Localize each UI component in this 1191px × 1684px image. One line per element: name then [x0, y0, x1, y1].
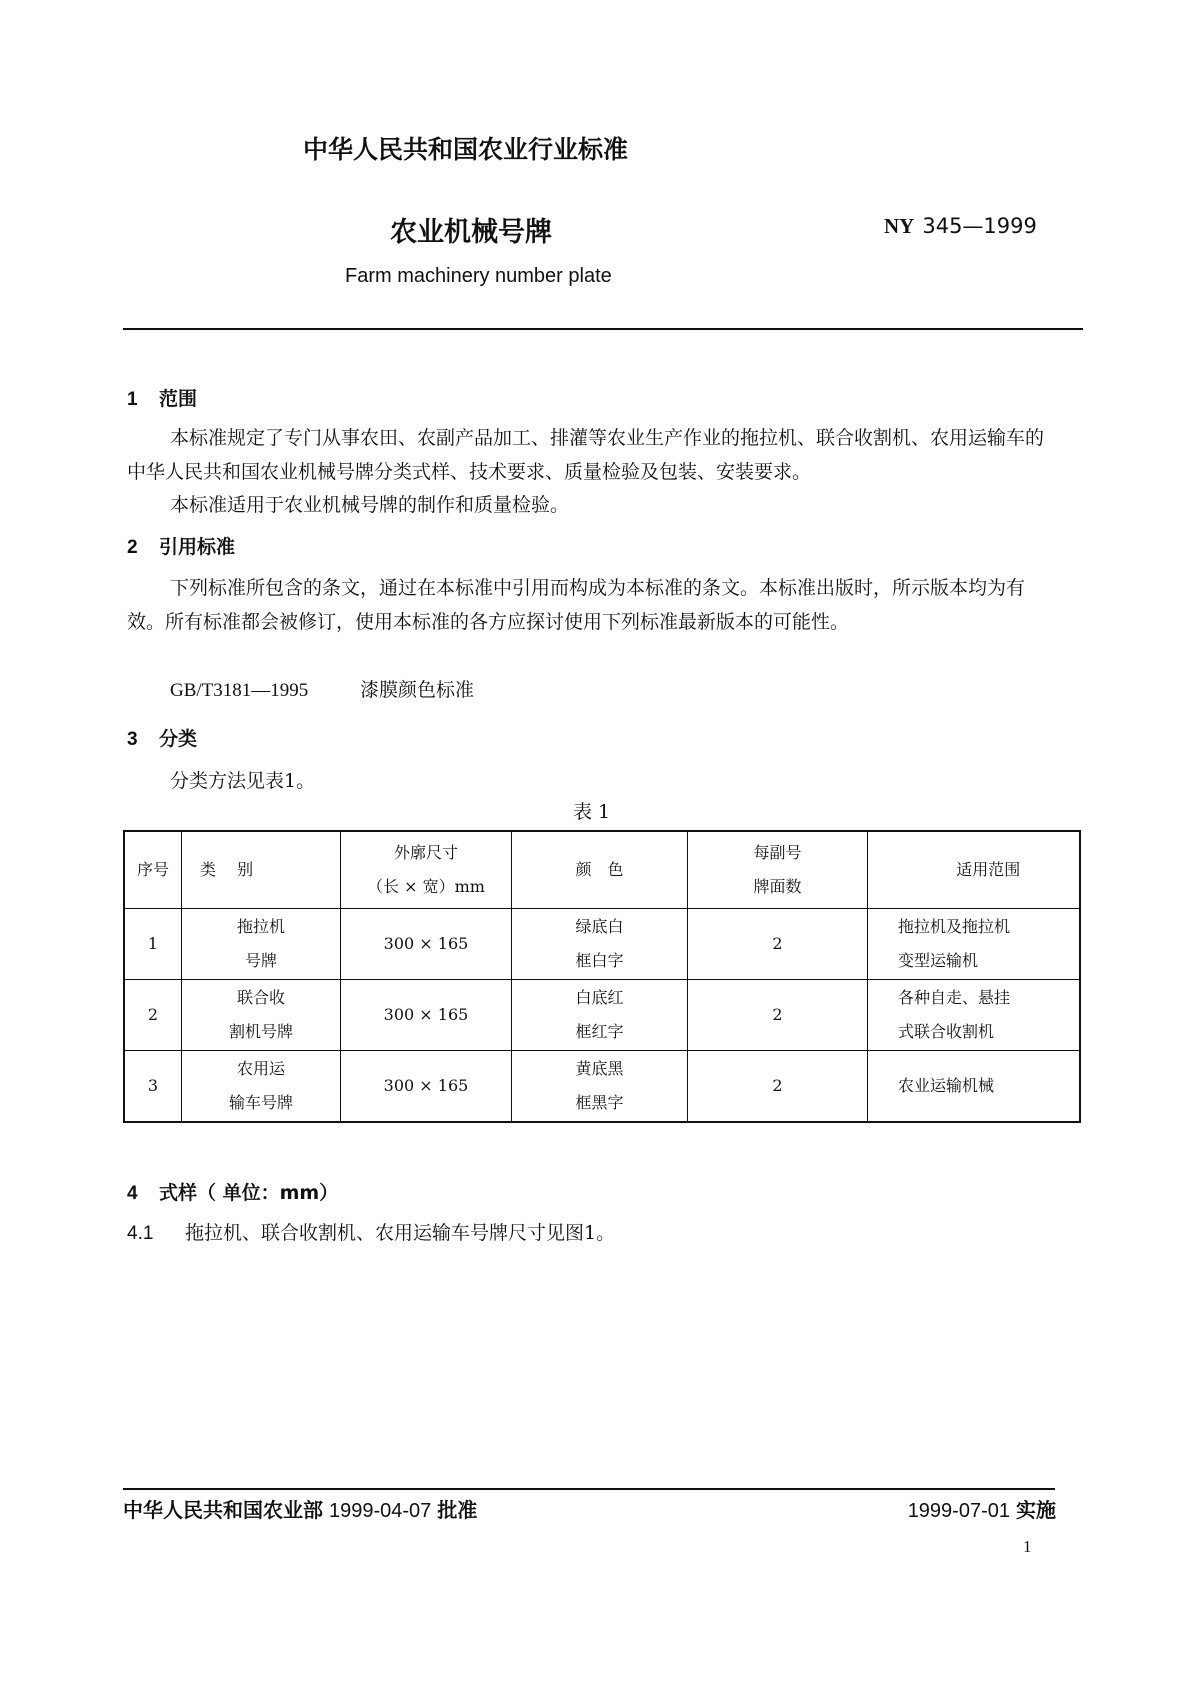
approve-label: 批准: [437, 1498, 478, 1522]
cell-category: 拖拉机 号牌: [182, 909, 341, 980]
cell-application: 拖拉机及拖拉机 变型运输机: [868, 909, 1080, 980]
cell-category: 农用运 输车号牌: [182, 1051, 341, 1123]
cell-dimensions: 300 × 165: [341, 1051, 512, 1123]
section-title: 引用标准: [159, 536, 236, 558]
header-category: 类 别: [182, 831, 341, 909]
header-index: 序号: [124, 831, 182, 909]
section-number: 2: [127, 537, 138, 558]
section-title: 分类: [159, 728, 198, 750]
table-row: [124, 1051, 1080, 1123]
footer-effective: [902, 1494, 1056, 1523]
referenced-standard-code: GB/T3181—1995: [170, 680, 309, 701]
section-2-paragraph-1: 下列标准所包含的条文，通过在本标准中引用而构成为本标准的条文。本标准出版时，所示版本均为有效。所有标准都会被修订，使用本标准的各方应探讨使用下列标准最新版本的可能性。: [127, 577, 1026, 633]
section-1-heading: [127, 384, 197, 411]
referenced-standard: [170, 673, 474, 708]
cell-dimensions: 300 × 165: [341, 980, 512, 1051]
standard-code-number: 345—1999: [922, 214, 1037, 238]
cell-dimensions: 300 × 165: [341, 909, 512, 980]
subsection-text: 拖拉机、联合收割机、农用运输车号牌尺寸见图1。: [185, 1222, 616, 1244]
cell-index: 2: [124, 980, 182, 1051]
cell-index: 1: [124, 909, 182, 980]
table-row: [124, 980, 1080, 1051]
cell-application: 各种自走、悬挂 式联合收割机: [868, 980, 1080, 1051]
issuer: 中华人民共和国农业部: [123, 1498, 323, 1522]
section-3-paragraph-1: 分类方法见表1。: [170, 770, 316, 792]
standard-code: [884, 214, 1037, 239]
section-title: 式样（ 单位：mm）: [159, 1182, 339, 1204]
referenced-standard-title: 漆膜颜色标准: [360, 679, 475, 701]
cell-color: 黄底黑 框黑字: [512, 1051, 688, 1123]
subsection-number: 4.1: [127, 1223, 154, 1244]
document-title: 农业机械号牌: [390, 217, 552, 248]
table-header-row: [124, 831, 1080, 909]
footer-approval: [123, 1494, 477, 1523]
section-3-heading: [127, 724, 197, 751]
footer-divider: [123, 1488, 1055, 1490]
section-1-paragraph-1: 本标准规定了专门从事农田、农副产品加工、排灌等农业生产作业的拖拉机、联合收割机、农用运输车的中华人民共和国农业机械号牌分类式样、技术要求、质量检验及包装、安装要求。: [127, 427, 1045, 483]
cell-category: 联合收 割机号牌: [182, 980, 341, 1051]
section-1-paragraph-2: 本标准适用于农业机械号牌的制作和质量检验。: [170, 494, 570, 516]
cell-index: 3: [124, 1051, 182, 1123]
cell-color: 白底红 框红字: [512, 980, 688, 1051]
standard-organization-title: 中华人民共和国农业行业标准: [303, 135, 629, 164]
section-number: 4: [127, 1183, 138, 1204]
header-application: 适用范围: [868, 831, 1080, 909]
header-dimensions: 外廓尺寸 （长 × 宽）mm: [341, 831, 512, 909]
document-title-english: Farm machinery number plate: [345, 265, 612, 287]
header-plates-per-set: 每副号 牌面数: [688, 831, 868, 909]
section-4-heading: [127, 1178, 338, 1205]
cell-plates-per-set: 2: [688, 1051, 868, 1123]
standard-code-prefix: NY: [884, 214, 915, 238]
effective-label: 实施: [1016, 1498, 1056, 1522]
header-divider: [123, 328, 1083, 330]
effective-date: 1999-07-01: [907, 1500, 1010, 1522]
section-2-heading: [127, 532, 235, 559]
table-row: [124, 909, 1080, 980]
section-title: 范围: [159, 388, 198, 410]
cell-color: 绿底白 框白字: [512, 909, 688, 980]
header-color: 颜 色: [512, 831, 688, 909]
section-number: 3: [127, 729, 138, 750]
classification-table: [123, 830, 1081, 1123]
cell-plates-per-set: 2: [688, 980, 868, 1051]
approve-date: 1999-04-07: [329, 1500, 432, 1522]
table-caption: 表 1: [573, 801, 611, 823]
cell-application: 农业运输机械: [868, 1051, 1080, 1123]
page-number: 1: [1023, 1537, 1032, 1556]
cell-plates-per-set: 2: [688, 909, 868, 980]
section-number: 1: [127, 389, 138, 410]
subsection-4-1: [127, 1218, 615, 1245]
